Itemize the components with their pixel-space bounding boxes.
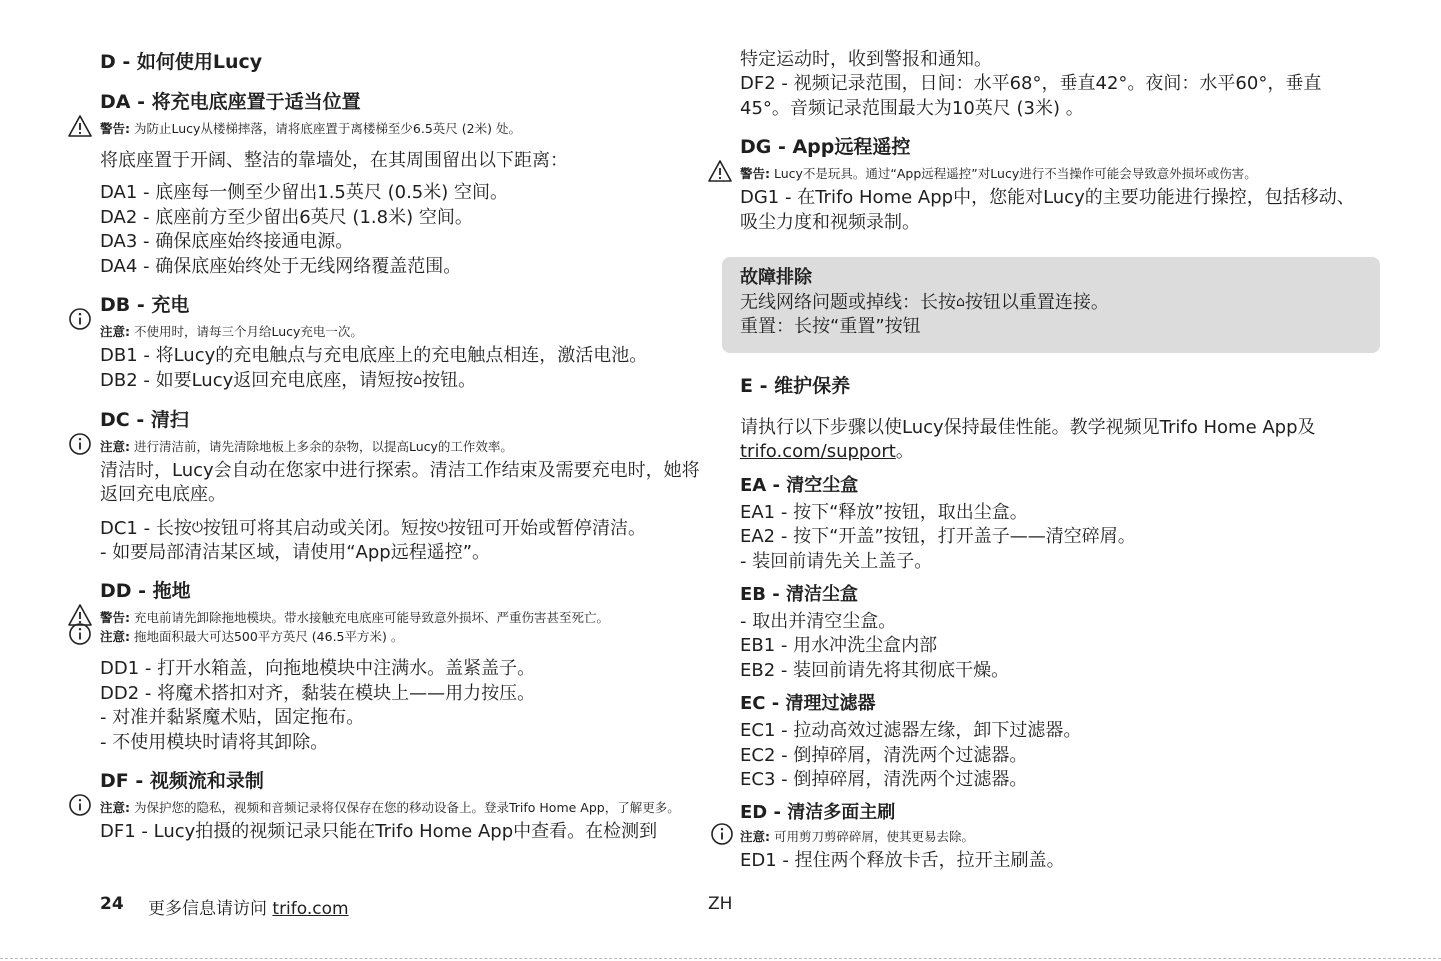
section-ec-title: EC - 清理过滤器 [740, 693, 876, 715]
dg1-text: DG1 - 在Trifo Home App中，您能对Lucy的主要功能进行操控，包括移动、吸尘力度和视频录制。 [740, 187, 1355, 233]
note-text: 进行清洁前，请先清除地板上多余的杂物，以提高Lucy的工作效率。 [130, 438, 513, 454]
e-intro-b: 。 [895, 441, 914, 463]
warning-label: 警告: [100, 610, 130, 626]
dd-extra-1: - 对准并黏紧魔术贴，固定拖布。 [100, 707, 365, 729]
note-label: 注意: [100, 324, 130, 340]
ed-note [740, 828, 1360, 845]
warning-text: 为防止Lucy从楼梯摔落，请将底座置于离楼梯至少6.5英尺 (2米) 处。 [130, 121, 521, 136]
warning-triangle-icon [708, 159, 732, 183]
dd-warning [100, 609, 700, 626]
da3-text: DA3 - 确保底座始终接通电源。 [100, 231, 354, 253]
info-circle-icon [68, 307, 92, 331]
power-icon: ⏻ [191, 519, 203, 536]
eb-extra: - 取出并清空尘盒。 [740, 611, 897, 633]
section-dg-title: DG - App远程遥控 [740, 136, 911, 159]
info-circle-icon [68, 793, 92, 817]
da4-text: DA4 - 确保底座始终处于无线网络覆盖范围。 [100, 255, 462, 277]
troubleshooting-panel [722, 257, 1380, 353]
note-text: 可用剪刀剪碎碎屑，使其更易去除。 [770, 829, 974, 845]
warning-text: Lucy不是玩具。通过“App远程遥控”对Lucy进行不当操作可能会导致意外损坏或伤害。 [770, 166, 1257, 182]
section-eb-title: EB - 清洁尘盒 [740, 584, 859, 606]
right-column-bottom [740, 372, 1360, 874]
section-da-title: DA - 将充电底座置于适当位置 [100, 91, 361, 113]
right-column-top [740, 48, 1360, 235]
dd2-text: DD2 - 将魔术搭扣对齐，黏装在模块上——用力按压。 [100, 682, 536, 704]
df-note [100, 799, 690, 816]
troubleshooting-reset: 重置：长按“重置”按钮 [740, 316, 921, 338]
info-circle-icon [710, 822, 734, 846]
footer-visit-text: 更多信息请访问 [148, 899, 267, 919]
da1-text: DA1 - 底座每一侧至少留出1.5英尺 (0.5米) 空间。 [100, 182, 508, 204]
dc1-text [100, 516, 700, 541]
e-intro [740, 416, 1360, 465]
section-ea-title: EA - 清空尘盒 [740, 474, 859, 496]
db2-text-a: DB2 - 如要Lucy返回充电底座，请短按 [100, 370, 414, 392]
dd-extra-2: - 不使用模块时请将其卸除。 [100, 731, 329, 753]
info-circle-icon [68, 432, 92, 456]
ea2-text: EA2 - 按下“开盖”按钮，打开盖子——清空碎屑。 [740, 526, 1136, 548]
note-text: 为保护您的隐私，视频和音频记录将仅保存在您的移动设备上。登录Trifo Home App，了解更多。 [130, 800, 680, 816]
troubleshooting-wifi-a: 无线网络问题或掉线：长按 [740, 292, 956, 313]
page-divider [0, 958, 1441, 959]
troubleshooting-title: 故障排除 [740, 267, 812, 288]
dd1-text: DD1 - 打开水箱盖，向拖地模块中注满水。盖紧盖子。 [100, 658, 536, 680]
e-intro-a: 请执行以下步骤以使Lucy保持最佳性能。教学视频见Trifo Home App及 [740, 417, 1316, 438]
ec2-text: EC2 - 倒掉碎屑，清洗两个过滤器。 [740, 744, 1028, 766]
language-label: ZH [708, 894, 733, 914]
troubleshooting-wifi-b: 按钮以重置连接。 [964, 292, 1109, 313]
ea-extra: - 装回前请先关上盖子。 [740, 550, 933, 572]
dc1-text-b: 按钮可将其启动或关闭。短按 [202, 517, 437, 539]
dc-intro: 清洁时，Lucy会自动在您家中进行探索。清洁工作结束及需要充电时，她将返回充电底座。 [100, 459, 700, 506]
left-column [100, 48, 700, 845]
note-label: 注意: [740, 829, 770, 845]
df2-text: DF2 - 视频记录范围，日间：水平68°，垂直42°。夜间：水平60°，垂直45°。音频记录范围最大为10英尺 (3米) 。 [740, 73, 1322, 119]
eb2-text: EB2 - 装回前请先将其彻底干燥。 [740, 659, 1010, 681]
ea1-text: EA1 - 按下“释放”按钮，取出尘盒。 [740, 501, 1028, 523]
note-label: 注意: [100, 800, 130, 816]
power-icon: ⏻ [436, 519, 448, 536]
db2-text [100, 368, 700, 393]
support-link[interactable]: trifo.com/support [740, 441, 896, 463]
troubleshooting-wifi [740, 290, 1109, 315]
note-text: 拖地面积最大可达500平方英尺 (46.5平方米) 。 [130, 629, 404, 645]
section-e-title: E - 维护保养 [740, 375, 851, 397]
section-ed-title: ED - 清洁多面主刷 [740, 802, 896, 824]
section-db-title: DB - 充电 [100, 294, 190, 317]
section-dd-title: DD - 拖地 [100, 580, 191, 603]
dc-extra: - 如要局部清洁某区域，请使用“App远程遥控”。 [100, 542, 491, 564]
da2-text: DA2 - 底座前方至少留出6英尺 (1.8米) 空间。 [100, 206, 473, 228]
eb1-text: EB1 - 用水冲洗尘盒内部 [740, 635, 938, 657]
warning-text: 充电前请先卸除拖地模块。带水接触充电底座可能导致意外损坏、严重伤害甚至死亡。 [130, 610, 609, 626]
da-warning [100, 120, 700, 137]
dg-warning [740, 165, 1360, 182]
warning-label: 警告: [740, 166, 770, 182]
footer-visit [148, 894, 349, 919]
home-icon: ⌂ [413, 372, 423, 389]
info-circle-icon [68, 622, 92, 646]
dc-note [100, 438, 700, 455]
db2-text-b: 按钮。 [422, 370, 477, 392]
section-dc-title: DC - 清扫 [100, 408, 189, 431]
note-label: 注意: [100, 629, 130, 645]
warning-label: 警告: [100, 121, 130, 136]
dd-note [100, 628, 700, 645]
da-intro: 将底座置于开阔、整洁的靠墙处，在其周围留出以下距离： [100, 150, 568, 171]
section-df-title: DF - 视频流和录制 [100, 770, 264, 793]
dc1-text-c: 按钮可开始或暂停清洁。 [447, 517, 646, 539]
db1-text: DB1 - 将Lucy的充电触点与充电底座上的充电触点相连，激活电池。 [100, 345, 648, 367]
note-label: 注意: [100, 438, 130, 454]
db-note [100, 323, 700, 340]
df1-continued: 特定运动时，收到警报和通知。 [740, 49, 992, 70]
page-number: 24 [100, 894, 124, 914]
ec3-text: EC3 - 倒掉碎屑，清洗两个过滤器。 [740, 769, 1028, 791]
warning-triangle-icon [68, 114, 92, 138]
home-icon: ⌂ [956, 294, 965, 310]
dc1-text-a: DC1 - 长按 [100, 517, 192, 539]
df1-text: DF1 - Lucy拍摄的视频记录只能在Trifo Home App中查看。在检测到 [100, 821, 658, 843]
ed1-text: ED1 - 捏住两个释放卡舌，拉开主刷盖。 [740, 850, 1065, 872]
footer-link[interactable]: trifo.com [272, 899, 349, 919]
section-d-title: D - 如何使用Lucy [100, 51, 263, 73]
note-text: 不使用时，请每三个月给Lucy充电一次。 [130, 324, 363, 340]
ec1-text: EC1 - 拉动高效过滤器左缘，卸下过滤器。 [740, 720, 1082, 742]
